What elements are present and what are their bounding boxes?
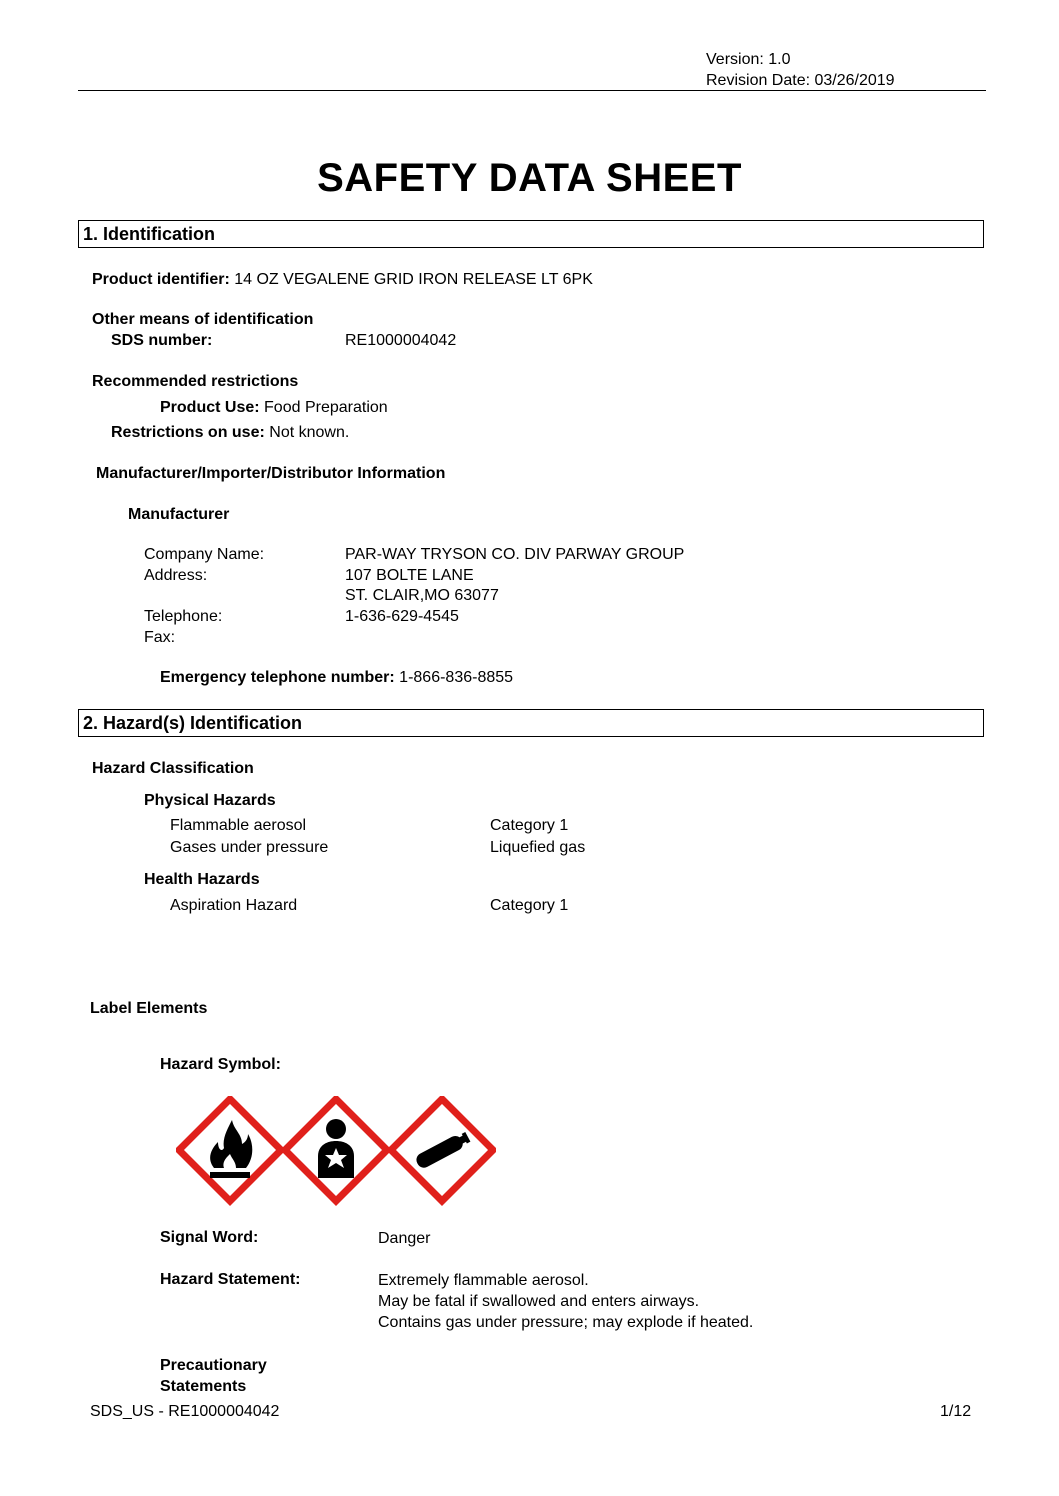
hazard-statement-line: Extremely flammable aerosol. — [378, 1272, 589, 1289]
product-use-row — [160, 398, 388, 418]
flame-icon — [179, 1099, 281, 1201]
manufacturer-label: Manufacturer — [128, 506, 230, 523]
health-hazards-label: Health Hazards — [144, 871, 260, 888]
hazard-name: Gases under pressure — [170, 839, 329, 856]
version-text: Version: 1.0 — [706, 51, 791, 68]
section-1-heading: 1. Identification — [83, 224, 216, 244]
hazard-category: Category 1 — [490, 817, 569, 834]
mfr-info-label: Manufacturer/Importer/Distributor Information — [96, 465, 446, 482]
restrictions-row — [111, 423, 349, 443]
precautionary-label-line1: Precautionary — [160, 1357, 267, 1374]
product-identifier-value: 14 OZ VEGALENE GRID IRON RELEASE LT 6PK — [234, 271, 593, 288]
emergency-value: 1-866-836-8855 — [399, 669, 514, 686]
hazard-name: Flammable aerosol — [170, 817, 307, 834]
section-1-header — [78, 220, 984, 248]
section-2-heading: 2. Hazard(s) Identification — [83, 713, 303, 733]
sds-number-value: RE1000004042 — [345, 332, 457, 349]
hazard-classification-label: Hazard Classification — [92, 760, 254, 777]
footer-doc-id: SDS_US - RE1000004042 — [90, 1403, 280, 1420]
hazard-statement-line: Contains gas under pressure; may explode if heated. — [378, 1314, 754, 1331]
precautionary-label-line2: Statements — [160, 1378, 247, 1395]
product-identifier-row — [92, 270, 593, 290]
signal-word-label: Signal Word: — [160, 1229, 259, 1246]
hazard-name: Aspiration Hazard — [170, 897, 298, 914]
address-line2: ST. CLAIR,MO 63077 — [345, 587, 499, 604]
other-means-label: Other means of identification — [92, 311, 314, 328]
product-identifier-label: Product identifier: — [92, 271, 230, 288]
emergency-row — [160, 668, 513, 688]
revision-date-text: Revision Date: 03/26/2019 — [706, 72, 895, 89]
sds-number-label: SDS number: — [111, 332, 213, 349]
telephone-value: 1-636-629-4545 — [345, 608, 459, 625]
address-line1: 107 BOLTE LANE — [345, 567, 474, 584]
header-rule — [78, 90, 986, 91]
emergency-label: Emergency telephone number: — [160, 669, 395, 686]
hazard-statement-label: Hazard Statement: — [160, 1271, 301, 1288]
restrictions-label: Restrictions on use: — [111, 424, 265, 441]
product-use-value: Food Preparation — [264, 399, 388, 416]
gas-cylinder-icon — [391, 1099, 493, 1201]
restrictions-value: Not known. — [269, 424, 350, 441]
telephone-label: Telephone: — [144, 608, 223, 625]
label-elements-label: Label Elements — [90, 1000, 208, 1017]
section-2-header — [78, 709, 984, 737]
page-title: SAFETY DATA SHEET — [317, 156, 742, 200]
hazard-category: Category 1 — [490, 897, 569, 914]
physical-hazards-label: Physical Hazards — [144, 792, 276, 809]
footer-page-number: 1/12 — [940, 1403, 972, 1420]
hazard-statement-line: May be fatal if swallowed and enters airways. — [378, 1293, 700, 1310]
company-name-label: Company Name: — [144, 546, 265, 563]
hazard-category: Liquefied gas — [490, 839, 586, 856]
signal-word-value: Danger — [378, 1230, 431, 1247]
fax-label: Fax: — [144, 629, 176, 646]
recommended-restrictions-label: Recommended restrictions — [92, 373, 299, 390]
address-label: Address: — [144, 567, 208, 584]
product-use-label: Product Use: — [160, 399, 260, 416]
hazard-symbol-label: Hazard Symbol: — [160, 1056, 281, 1073]
health-hazard-icon — [285, 1099, 387, 1201]
company-name-value: PAR-WAY TRYSON CO. DIV PARWAY GROUP — [345, 546, 685, 563]
hazard-pictograms — [176, 1096, 496, 1208]
